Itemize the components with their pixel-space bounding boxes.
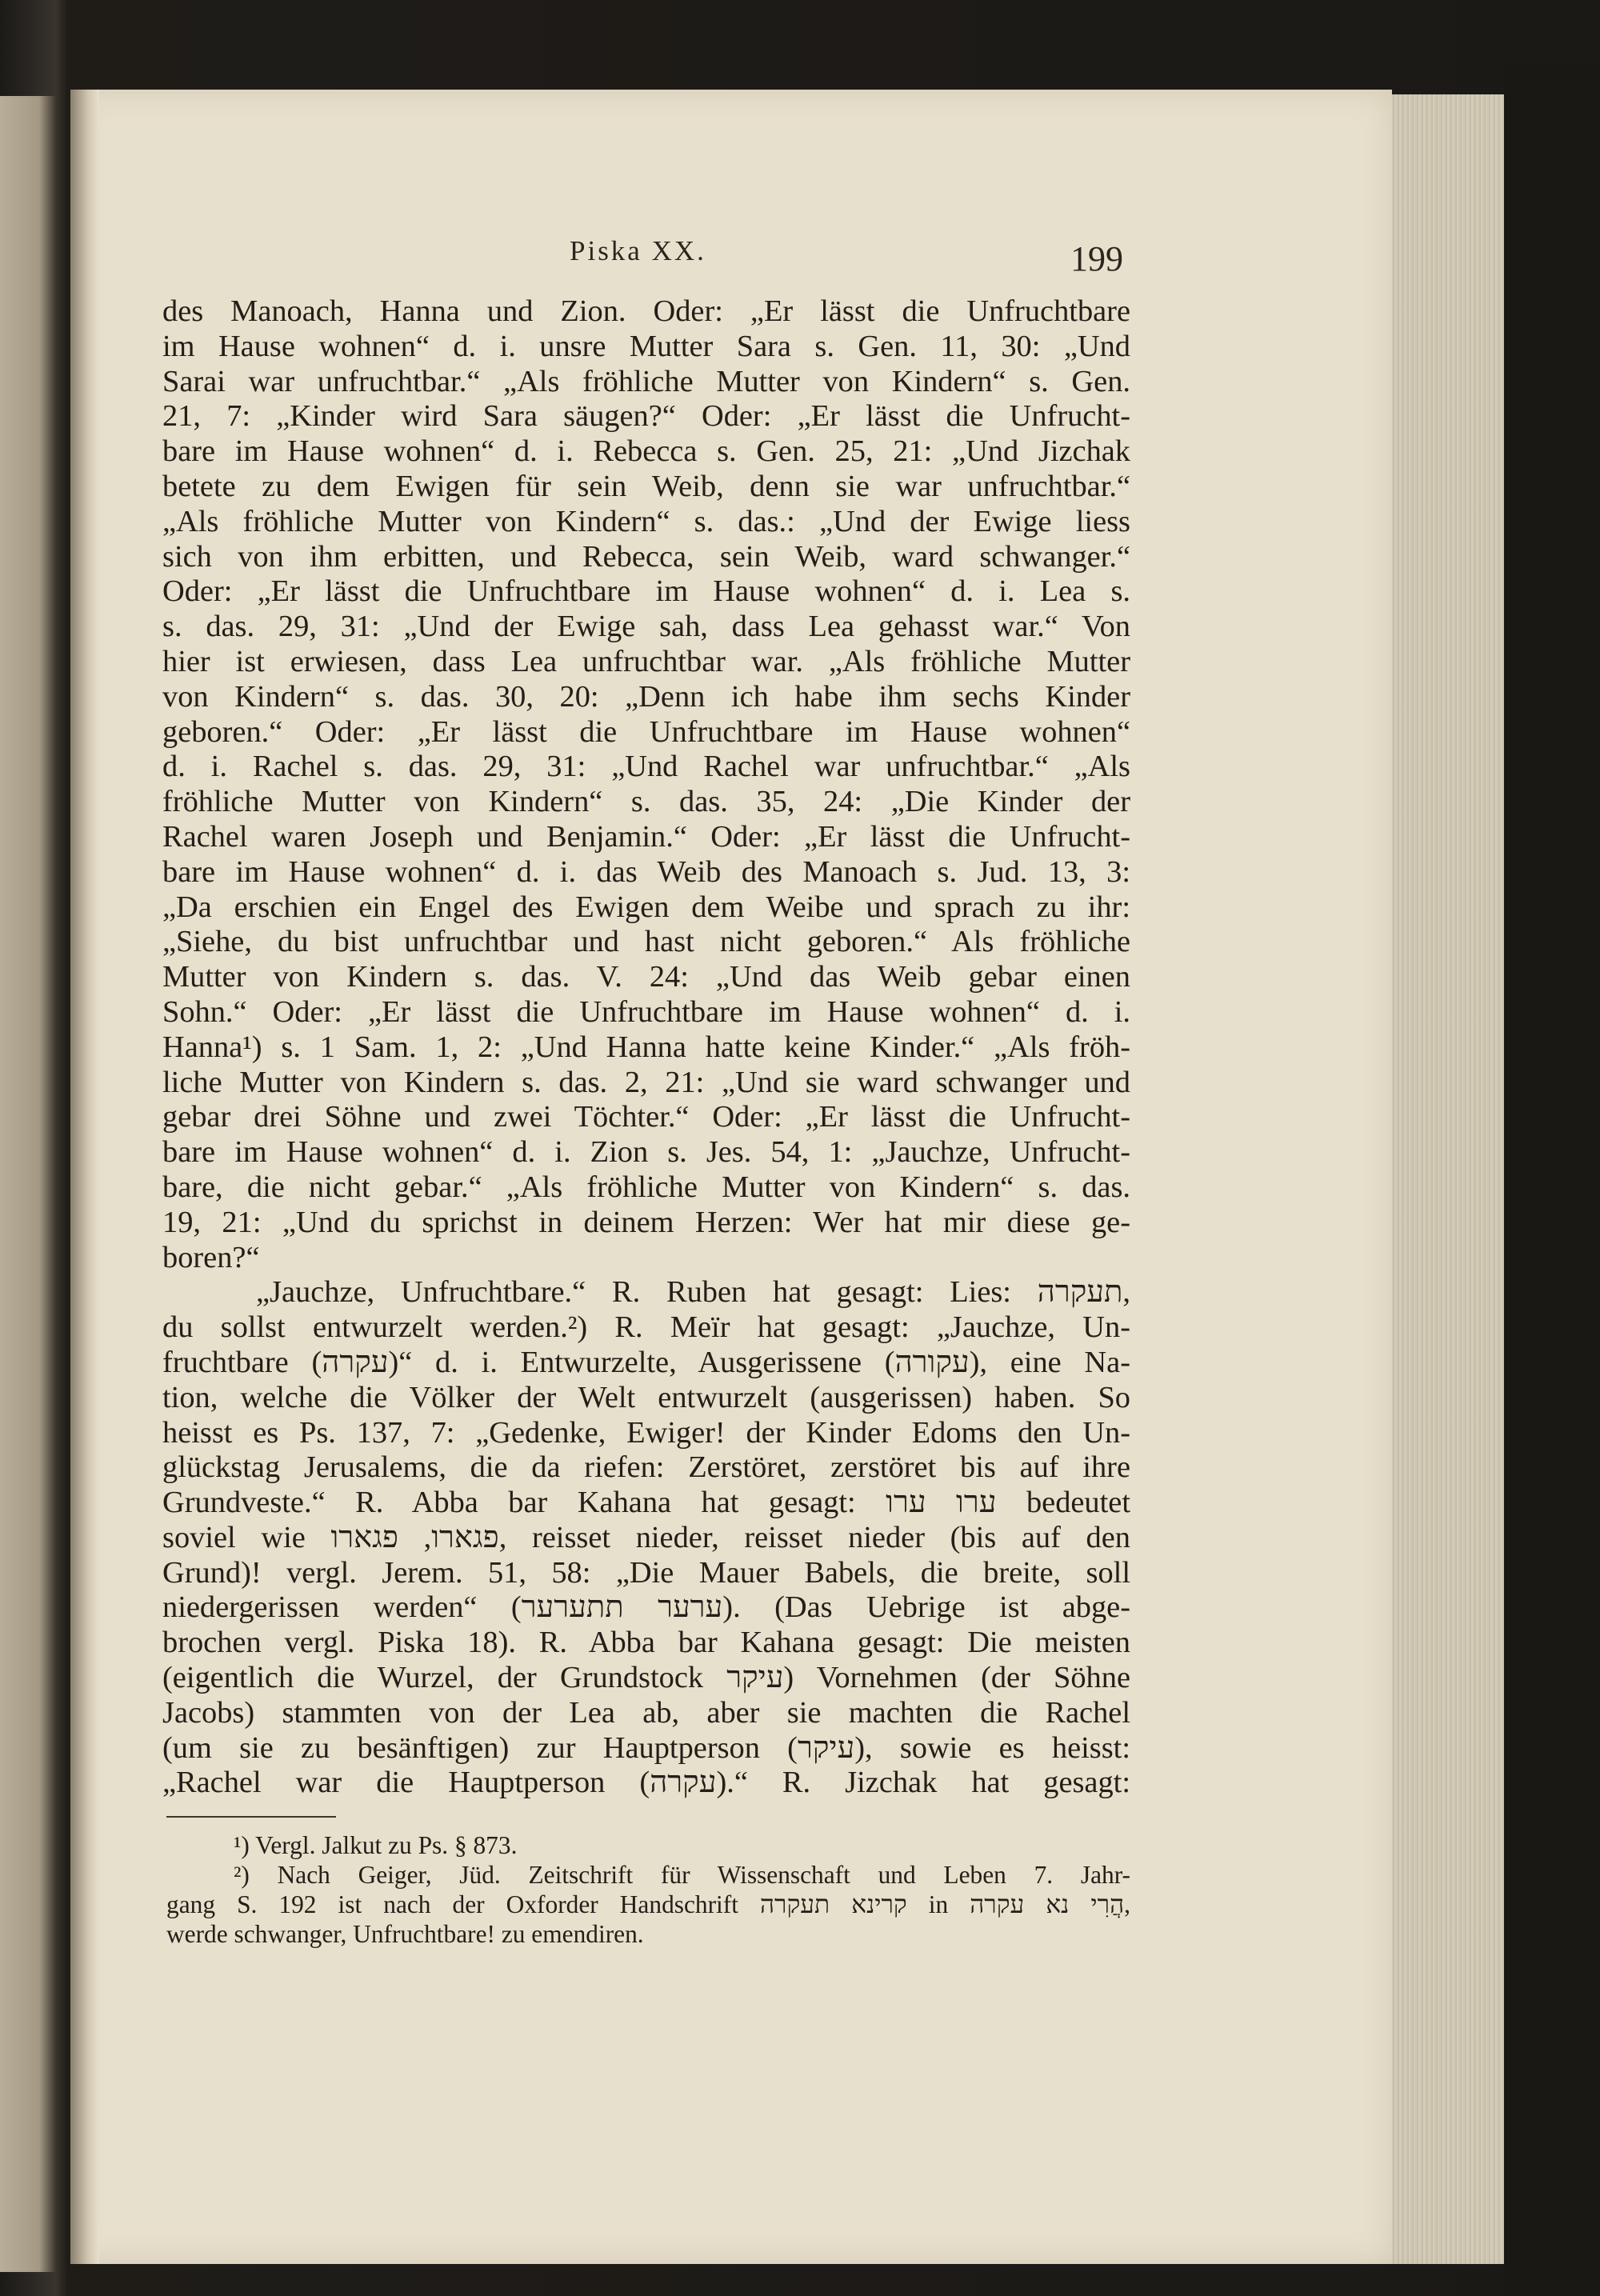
text-line: Rachel waren Joseph und Benjamin.“ Oder: „Er lässt die Unfrucht- bbox=[162, 819, 1130, 854]
text-line: bare im Hause wohnen“ d. i. Zion s. Jes. 54, 1: „Jauchze, Unfrucht- bbox=[162, 1135, 1130, 1170]
text-line: „Als fröhliche Mutter von Kindern“ s. das.: „Und der Ewige liess bbox=[162, 504, 1130, 538]
text-line: s. das. 29, 31: „Und der Ewige sah, dass Lea gehasst war.“ Von bbox=[162, 610, 1130, 644]
text-line: Oder: „Er lässt die Unfruchtbare im Hause wohnen“ d. i. Lea s. bbox=[162, 574, 1130, 609]
text-line: fröhliche Mutter von Kindern“ s. das. 35, 24: „Die Kinder der bbox=[162, 785, 1130, 819]
text-line: brochen vergl. Piska 18). R. Abba bar Kahana gesagt: Die meisten bbox=[162, 1626, 1130, 1660]
text-line: „Da erschien ein Engel des Ewigen dem Weibe und sprach zu ihr: bbox=[162, 890, 1130, 924]
text-line: niedergerissen werden“ (ערער תתערער). (Das Uebrige ist abge- bbox=[162, 1590, 1131, 1625]
footnote-line: ²) Nach Geiger, Jüd. Zeitschrift für Wissenschaft und Leben 7. Jahr- bbox=[234, 1861, 1130, 1889]
footnote-rule bbox=[166, 1816, 336, 1818]
left-page-edge bbox=[0, 96, 56, 2272]
text-line: hier ist erwiesen, dass Lea unfruchtbar war. „Als fröhliche Mutter bbox=[162, 644, 1130, 678]
footnotes bbox=[166, 1830, 1130, 1949]
text-line: Jacobs) stammten von der Lea ab, aber sie machten die Rachel bbox=[162, 1695, 1130, 1730]
text-line: betete zu dem Ewigen für sein Weib, denn sie war unfruchtbar.“ bbox=[162, 469, 1130, 503]
text-line: tion, welche die Völker der Welt entwurzelt (ausgerissen) haben. So bbox=[162, 1380, 1130, 1414]
page-gutter bbox=[70, 90, 99, 2264]
text-line: (um sie zu besänftigen) zur Hauptperson (עיקר), sowie es heisst: bbox=[162, 1730, 1130, 1765]
text-line: des Manoach, Hanna und Zion. Oder: „Er lässt die Unfruchtbare bbox=[162, 294, 1130, 328]
book-cover-edge bbox=[1504, 64, 1600, 2296]
text-line: im Hause wohnen“ d. i. unsre Mutter Sara s. Gen. 11, 30: „Und bbox=[162, 329, 1130, 363]
text-line: „Jauchze, Unfruchtbare.“ R. Ruben hat gesagt: Lies: תעקרה, bbox=[256, 1275, 1130, 1310]
text-line: boren?“ bbox=[162, 1240, 260, 1274]
text-line: fruchtbare (עקרה)“ d. i. Entwurzelte, Ausgerissene (עקורה), eine Na- bbox=[162, 1345, 1130, 1379]
page-edges bbox=[1392, 94, 1504, 2264]
text-line: liche Mutter von Kindern s. das. 2, 21: „Und sie ward schwanger und bbox=[162, 1065, 1130, 1099]
footnote-line: werde schwanger, Unfruchtbare! zu emendiren. bbox=[166, 1920, 644, 1948]
text-line: geboren.“ Oder: „Er lässt die Unfruchtbare im Hause wohnen“ bbox=[162, 714, 1130, 749]
text-line: sich von ihm erbitten, und Rebecca, sein Weib, ward schwanger.“ bbox=[162, 539, 1130, 574]
text-line: (eigentlich die Wurzel, der Grundstock עיקר) Vornehmen (der Söhne bbox=[162, 1661, 1130, 1695]
footnote-line: gang S. 192 ist nach der Oxforder Handschrift קרינא תעקרה in הֲרִי נא עקרה, bbox=[166, 1890, 1130, 1918]
text-line: du sollst entwurzelt werden.²) R. Meïr hat gesagt: „Jauchze, Un- bbox=[162, 1310, 1130, 1345]
text-line: von Kindern“ s. das. 30, 20: „Denn ich habe ihm sechs Kinder bbox=[162, 679, 1130, 714]
running-title: Piska XX. bbox=[570, 235, 706, 266]
text-line: Sarai war unfruchtbar.“ „Als fröhliche Mutter von Kindern“ s. Gen. bbox=[162, 364, 1130, 398]
text-line: 21, 7: „Kinder wird Sara säugen?“ Oder: „Er lässt die Unfrucht- bbox=[162, 399, 1130, 434]
text-line: heisst es Ps. 137, 7: „Gedenke, Ewiger! der Kinder Edoms den Un- bbox=[162, 1415, 1130, 1450]
text-line: Grundveste.“ R. Abba bar Kahana hat gesagt: ערו ערו bedeutet bbox=[162, 1486, 1130, 1520]
text-line: Grund)! vergl. Jerem. 51, 58: „Die Mauer Babels, die breite, soll bbox=[162, 1555, 1130, 1590]
text-line: Hanna¹) s. 1 Sam. 1, 2: „Und Hanna hatte keine Kinder.“ „Als fröh- bbox=[162, 1030, 1130, 1064]
text-line: Sohn.“ Oder: „Er lässt die Unfruchtbare im Hause wohnen“ d. i. bbox=[162, 994, 1130, 1029]
text-line: „Siehe, du bist unfruchtbar und hast nicht geboren.“ Als fröhliche bbox=[162, 925, 1130, 959]
text-line: Mutter von Kindern s. das. V. 24: „Und das Weib gebar einen bbox=[162, 960, 1130, 994]
text-line: soviel wie פגארו, פגארו, reisset nieder, reisset nieder (bis auf den bbox=[162, 1520, 1130, 1554]
text-line: „Rachel war die Hauptperson (עקרה).“ R. Jizchak hat gesagt: bbox=[162, 1766, 1131, 1800]
text-line: bare im Hause wohnen“ d. i. das Weib des Manoach s. Jud. 13, 3: bbox=[162, 854, 1130, 889]
text-line: gebar drei Söhne und zwei Töchter.“ Oder: „Er lässt die Unfrucht- bbox=[162, 1100, 1130, 1134]
footnote-line: ¹) Vergl. Jalkut zu Ps. § 873. bbox=[234, 1831, 518, 1859]
text-line: bare im Hause wohnen“ d. i. Rebecca s. Gen. 25, 21: „Und Jizchak bbox=[162, 434, 1130, 469]
main-text bbox=[162, 294, 1130, 1801]
text-line: glückstag Jerusalems, die da riefen: Zerstöret, zerstöret bis auf ihre bbox=[162, 1450, 1130, 1485]
text-line: d. i. Rachel s. das. 29, 31: „Und Rachel war unfruchtbar.“ „Als bbox=[162, 750, 1130, 784]
text-line: bare, die nicht gebar.“ „Als fröhliche Mutter von Kindern“ s. das. bbox=[162, 1170, 1130, 1204]
running-header bbox=[160, 235, 1136, 283]
text-line: 19, 21: „Und du sprichst in deinem Herzen: Wer hat mir diese ge- bbox=[162, 1205, 1130, 1239]
page-number: 199 bbox=[1070, 239, 1123, 278]
